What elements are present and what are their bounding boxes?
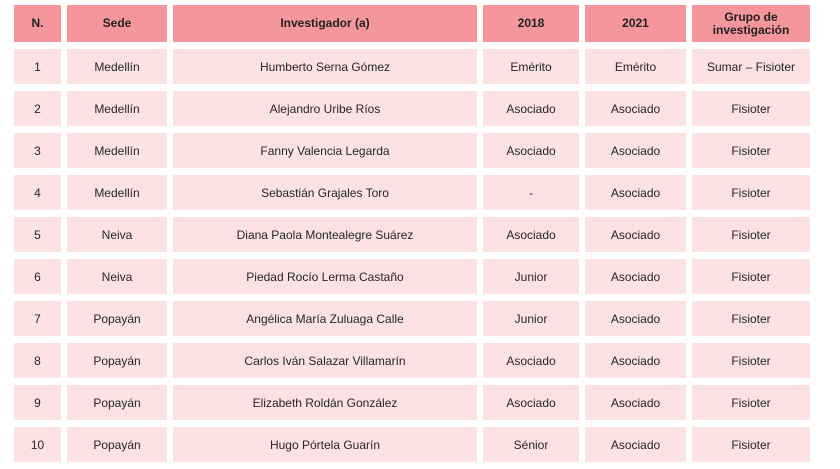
cell-grupo: Fisioter xyxy=(692,427,810,462)
header-2021: 2021 xyxy=(585,5,686,42)
header-2018: 2018 xyxy=(483,5,579,42)
cell-investigador: Carlos Iván Salazar Villamarín xyxy=(173,343,477,378)
header-grupo: Grupo de investigación xyxy=(692,5,810,42)
cell-investigador: Piedad Rocío Lerma Castaño xyxy=(173,259,477,294)
header-sede: Sede xyxy=(67,5,167,42)
cell-2021: Asociado xyxy=(585,301,686,336)
cell-sede: Medellín xyxy=(67,49,167,84)
cell-sede: Popayán xyxy=(67,385,167,420)
table-row xyxy=(14,217,810,252)
cell-number: 9 xyxy=(14,385,61,420)
cell-number: 7 xyxy=(14,301,61,336)
cell-grupo: Fisioter xyxy=(692,385,810,420)
cell-2018: Sénior xyxy=(483,427,579,462)
cell-grupo: Fisioter xyxy=(692,301,810,336)
table-row xyxy=(14,91,810,126)
header-row xyxy=(14,5,810,42)
cell-sede: Medellín xyxy=(67,133,167,168)
cell-grupo: Sumar – Fisioter xyxy=(692,49,810,84)
table-row xyxy=(14,175,810,210)
cell-investigador: Angélica María Zuluaga Calle xyxy=(173,301,477,336)
cell-number: 1 xyxy=(14,49,61,84)
cell-number: 5 xyxy=(14,217,61,252)
cell-grupo: Fisioter xyxy=(692,343,810,378)
cell-2021: Asociado xyxy=(585,259,686,294)
cell-grupo: Fisioter xyxy=(692,133,810,168)
cell-investigador: Alejandro Uribe Ríos xyxy=(173,91,477,126)
cell-grupo: Fisioter xyxy=(692,91,810,126)
cell-2018: Asociado xyxy=(483,217,579,252)
cell-sede: Medellín xyxy=(67,175,167,210)
table-row xyxy=(14,133,810,168)
cell-2018: Asociado xyxy=(483,385,579,420)
cell-2021: Emérito xyxy=(585,49,686,84)
cell-investigador: Fanny Valencia Legarda xyxy=(173,133,477,168)
header-investigador: Investigador (a) xyxy=(173,5,477,42)
table-row xyxy=(14,427,810,462)
table-row xyxy=(14,259,810,294)
cell-investigador: Hugo Pórtela Guarín xyxy=(173,427,477,462)
table-row xyxy=(14,343,810,378)
cell-grupo: Fisioter xyxy=(692,175,810,210)
cell-number: 3 xyxy=(14,133,61,168)
cell-2021: Asociado xyxy=(585,385,686,420)
cell-grupo: Fisioter xyxy=(692,259,810,294)
cell-2018: - xyxy=(483,175,579,210)
cell-2018: Asociado xyxy=(483,343,579,378)
cell-grupo: Fisioter xyxy=(692,217,810,252)
table-row xyxy=(14,49,810,84)
cell-2021: Asociado xyxy=(585,427,686,462)
cell-number: 10 xyxy=(14,427,61,462)
cell-sede: Medellín xyxy=(67,91,167,126)
cell-2018: Emérito xyxy=(483,49,579,84)
cell-2021: Asociado xyxy=(585,91,686,126)
cell-sede: Popayán xyxy=(67,343,167,378)
cell-2021: Asociado xyxy=(585,343,686,378)
cell-investigador: Humberto Serna Gómez xyxy=(173,49,477,84)
header-number: N. xyxy=(14,5,61,42)
cell-2021: Asociado xyxy=(585,133,686,168)
cell-sede: Neiva xyxy=(67,259,167,294)
cell-2021: Asociado xyxy=(585,175,686,210)
table-row xyxy=(14,385,810,420)
cell-2018: Asociado xyxy=(483,91,579,126)
cell-number: 6 xyxy=(14,259,61,294)
cell-2018: Junior xyxy=(483,301,579,336)
cell-2018: Junior xyxy=(483,259,579,294)
cell-2018: Asociado xyxy=(483,133,579,168)
cell-investigador: Diana Paola Montealegre Suárez xyxy=(173,217,477,252)
researchers-table xyxy=(8,0,816,469)
cell-number: 8 xyxy=(14,343,61,378)
cell-sede: Popayán xyxy=(67,427,167,462)
cell-sede: Neiva xyxy=(67,217,167,252)
cell-number: 4 xyxy=(14,175,61,210)
table-row xyxy=(14,301,810,336)
cell-investigador: Elizabeth Roldán González xyxy=(173,385,477,420)
cell-investigador: Sebastián Grajales Toro xyxy=(173,175,477,210)
cell-sede: Popayán xyxy=(67,301,167,336)
cell-2021: Asociado xyxy=(585,217,686,252)
cell-number: 2 xyxy=(14,91,61,126)
